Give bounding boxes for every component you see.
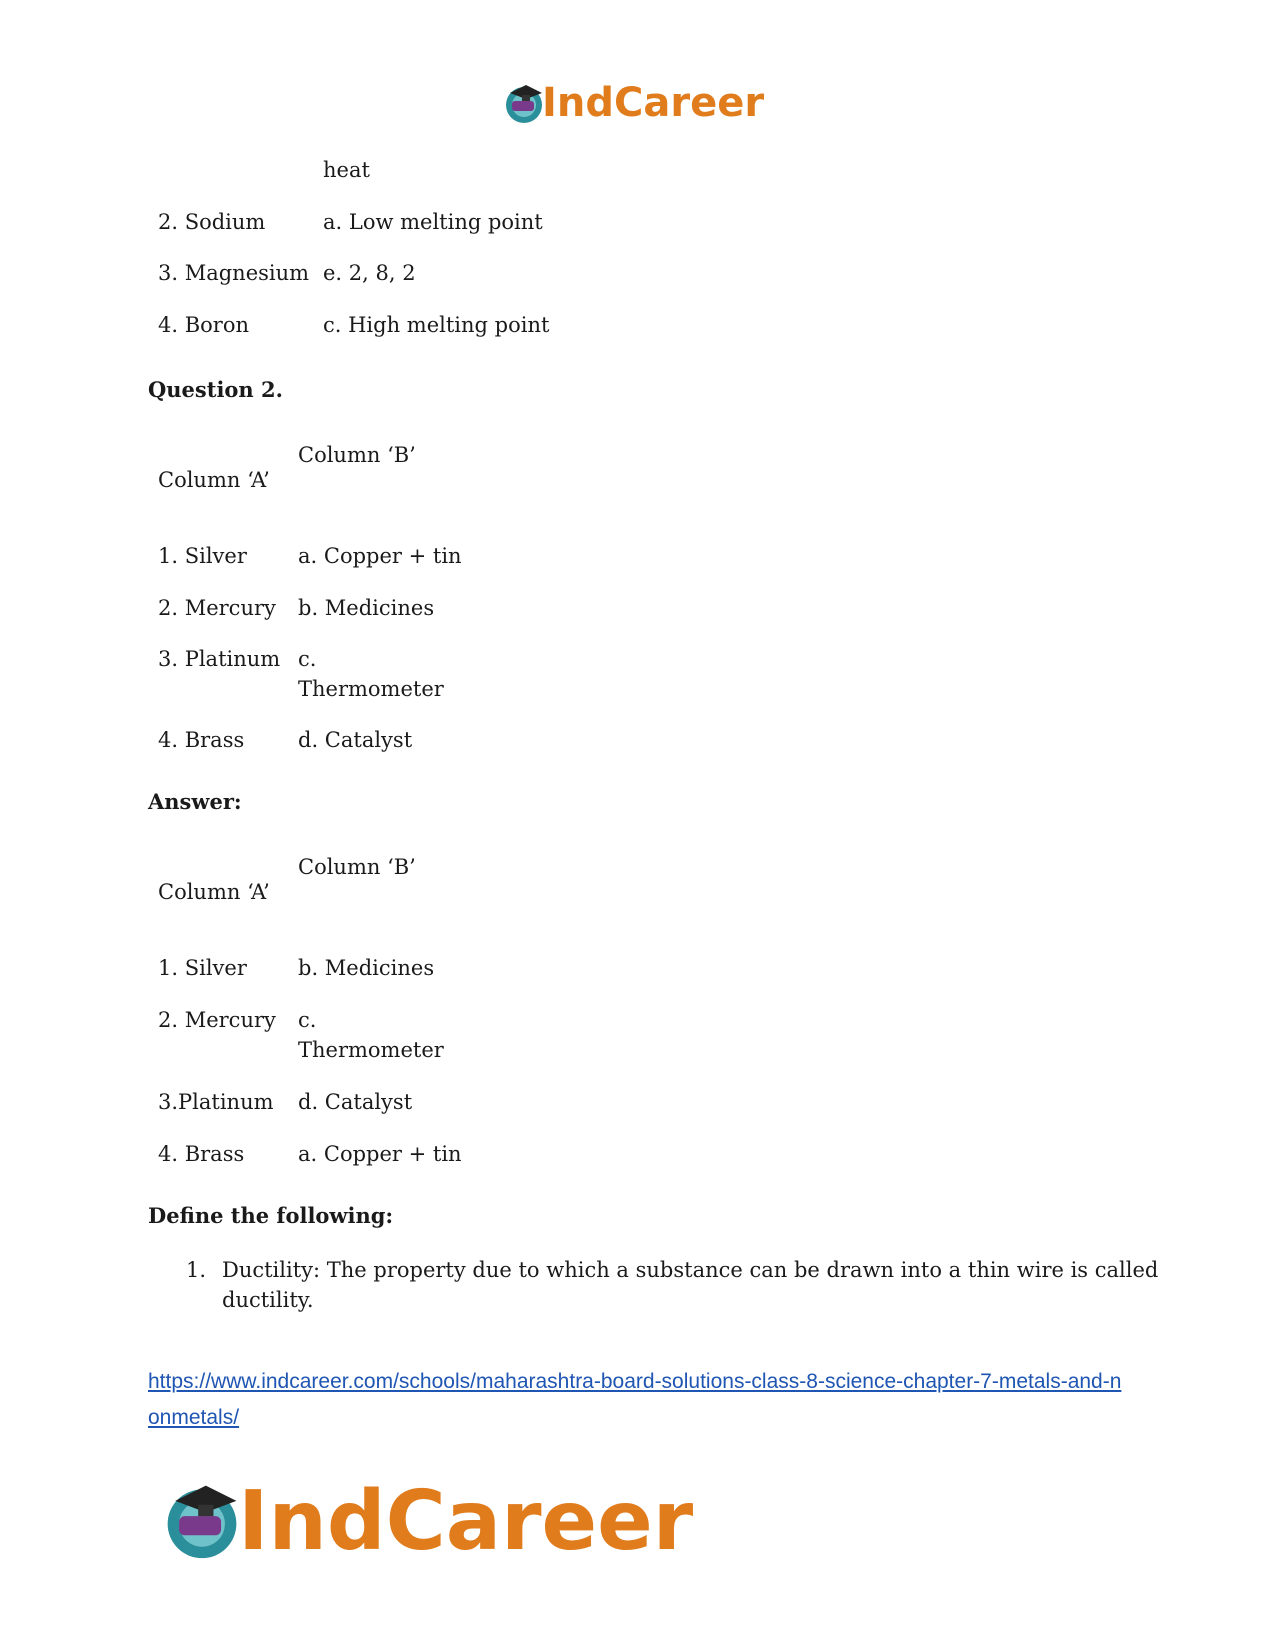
table-cell-continued: heat xyxy=(323,158,370,182)
table-cell-a: 3. Platinum xyxy=(158,647,281,671)
table-cell-b: a. Low melting point xyxy=(323,210,543,234)
logo-wordmark: IndCareer xyxy=(238,1474,694,1569)
table-cell-a: 4. Brass xyxy=(158,1142,245,1166)
table-cell-b: c. xyxy=(298,1008,317,1032)
table-cell-b: a. Copper + tin xyxy=(298,1142,462,1166)
column-header-a: Column ‘A’ xyxy=(158,880,270,904)
table-cell-a: 3.Platinum xyxy=(158,1090,274,1114)
list-item-text: Ductility: The property due to which a substance can be drawn into a thin wire is called xyxy=(222,1258,1159,1282)
table-cell-b-wrap: Thermometer xyxy=(298,677,444,701)
column-header-b: Column ‘B’ xyxy=(298,855,416,879)
table-cell-b: d. Catalyst xyxy=(298,728,413,752)
table-cell-b: b. Medicines xyxy=(298,596,435,620)
table-cell-a: 4. Brass xyxy=(158,728,245,752)
table-cell-a: 4. Boron xyxy=(158,313,249,337)
footer-logo xyxy=(160,1472,700,1572)
table-cell-a: 1. Silver xyxy=(158,544,247,568)
table-cell-b: c. High melting point xyxy=(323,313,550,337)
table-cell-a: 2. Sodium xyxy=(158,210,266,234)
table-cell-b: e. 2, 8, 2 xyxy=(323,261,416,285)
answer-heading: Answer: xyxy=(148,789,242,814)
table-cell-a: 2. Mercury xyxy=(158,596,276,620)
table-cell-b: b. Medicines xyxy=(298,956,435,980)
table-cell-a: 3. Magnesium xyxy=(158,261,310,285)
list-item-text-cont: ductility. xyxy=(222,1288,314,1312)
table-cell-b: c. xyxy=(298,647,317,671)
table-cell-b: a. Copper + tin xyxy=(298,544,462,568)
table-cell-a: 1. Silver xyxy=(158,956,247,980)
table-cell-a: 2. Mercury xyxy=(158,1008,276,1032)
table-cell-b: d. Catalyst xyxy=(298,1090,413,1114)
graduate-globe-icon xyxy=(502,81,546,125)
graduate-globe-icon xyxy=(160,1478,244,1562)
source-url-link[interactable]: https://www.indcareer.com/schools/maharashtra-board-solutions-class-8-science-chapter-7-metals-and-nonmetals/ xyxy=(148,1370,1122,1429)
logo-wordmark: IndCareer xyxy=(542,80,765,126)
column-header-a: Column ‘A’ xyxy=(158,468,270,492)
question-heading: Question 2. xyxy=(148,377,283,402)
column-header-b: Column ‘B’ xyxy=(298,443,416,467)
header-logo xyxy=(502,78,772,128)
list-item-number: 1. xyxy=(186,1258,207,1282)
define-heading: Define the following: xyxy=(148,1203,394,1228)
table-cell-b-wrap: Thermometer xyxy=(298,1038,444,1062)
